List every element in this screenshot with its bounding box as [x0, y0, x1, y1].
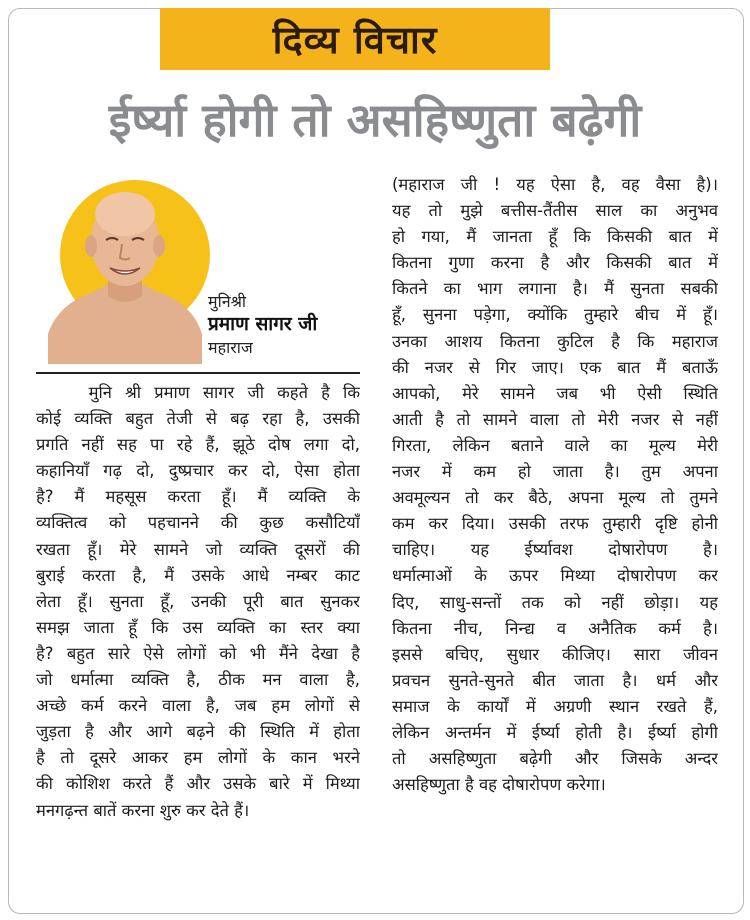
author-name: प्रमाण सागर जी [208, 313, 318, 335]
text-line: कहानियाँ गढ़ दो, दुष्प्रचार कर दो, ऐसा होता [36, 461, 360, 481]
author-caption [208, 290, 317, 359]
text-line: है? मैं महसूस करता हूँ। मैं व्यक्ति के [36, 487, 360, 507]
text-line: धर्मात्माओं के ऊपर मिथ्या दोषारोपण कर [392, 566, 718, 586]
text-line: समझ जाता हूँ कि उस व्यक्ति का स्तर क्या [36, 617, 360, 637]
text-line: समाज के कार्यों में अग्रणी स्थान रखते हैं, [392, 696, 718, 716]
text-line: उनका आशय कितना कुटिल है कि महाराज [392, 331, 718, 351]
text-line: नजर में कम हो जाता है। तुम अपना [392, 462, 718, 482]
text-line: कितना गुणा करना है और किसकी बात में [392, 253, 718, 273]
text-line: लेकिन अन्तर्मन में ईर्ष्या होती है। ईर्ष्या होगी [392, 722, 718, 742]
portrait-illustration [48, 184, 202, 364]
text-line: तो असहिष्णुता बढ़ेगी और जिसके अन्दर [392, 749, 718, 769]
text-line: कितने का भाग लगाना है। मैं सुनता सबकी [392, 279, 718, 299]
text-line: जुड़ता है और आगे बढ़ने की स्थिति में होता [36, 722, 360, 742]
text-line: व्यक्तित्व को पहचानने की कुछ कसौटियाँ [36, 513, 360, 533]
text-line: की कोशिश करते हैं और उसके बारे में मिथ्या [36, 774, 360, 794]
author-prefix: मुनिश्री [208, 292, 247, 311]
author-portrait [48, 184, 202, 364]
left-column [36, 380, 360, 824]
text-line: बुराई करता है, मैं उसके आधे नम्बर काट [36, 565, 360, 585]
section-banner [160, 8, 550, 70]
text-line: असहिष्णुता है वह दोषारोपण करेगा। [392, 775, 606, 795]
text-line: आपको, मेरे सामने जब भी ऐसी स्थिति [392, 383, 718, 403]
text-line: यह तो मुझे बत्तीस-तैंतीस साल का अनुभव [392, 201, 718, 221]
text-line: कितना नीच, निन्द्य व अनैतिक कर्म है। [392, 618, 718, 638]
text-line: मनगढ़न्त बातें करना शुरु कर देते हैं। [36, 800, 250, 820]
text-line: आती है तो सामने वाला तो मेरी नजर से नहीं [392, 409, 718, 429]
text-line: लेता हूँ। सुनता हूँ, उनकी पूरी बात सुनकर [36, 591, 360, 611]
text-line: दिए, साधु-सन्तों तक को नहीं छोड़ा। यह [392, 592, 718, 612]
text-line: मुनि श्री प्रमाण सागर जी कहते है कि [36, 383, 360, 402]
column-divider-rule [36, 372, 360, 374]
right-column [392, 172, 718, 798]
author-suffix: महाराज [208, 338, 253, 357]
text-line: हो गया, मैं जानता हूँ कि किसकी बात में [392, 227, 718, 247]
text-line: अच्छे कर्म करने वाला है, जब हम लोगों से [36, 696, 360, 716]
text-line: चाहिए। यह ईर्ष्यावश दोषारोपण है। [392, 540, 718, 560]
text-line: कोई व्यक्ति बहुत तेजी से बढ़ रहा है, उसकी [36, 409, 360, 429]
section-title: दिव्य विचार [272, 18, 438, 62]
text-line: हूँ, सुनना पड़ेगा, क्योंकि तुम्हारे बीच में हूँ। [392, 305, 718, 325]
text-line: प्रगति नहीं सह पा रहे हैं, झूठे दोष लगा दो, [36, 435, 360, 455]
text-line: इससे बचिए, सुधार कीजिए। सारा जीवन [392, 644, 718, 664]
text-line: है? बहुत सारे ऐसे लोगों को भी मैंने देखा है [36, 643, 360, 663]
text-line: गिरता, लेकिन बताने वाले का मूल्य मेरी [392, 435, 718, 455]
text-line: जो धर्मात्मा व्यक्ति है, ठीक मन वाला है, [36, 670, 360, 690]
text-line: है तो दूसरे आकर हम लोगों के कान भरने [36, 748, 360, 768]
text-line: कम कर दिया। उसकी तरफ तुम्हारी दृष्टि होनी [392, 514, 718, 534]
text-line: अवमूल्यन तो कर बैठे, अपना मूल्य तो तुमने [392, 488, 718, 508]
text-line: की नजर से गिर जाए। एक बात मैं बताऊँ [392, 357, 718, 377]
text-line: (महाराज जी ! यह ऐसा है, वह वैसा है)। [392, 175, 718, 194]
article-headline: ईर्ष्या होगी तो असहिष्णुता बढ़ेगी [108, 93, 642, 147]
text-line: प्रवचन सुनते-सुनते बीत जाता है। धर्म और [392, 670, 718, 690]
text-line: रखता हूँ। मेरे सामने जो व्यक्ति दूसरों की [36, 539, 360, 559]
